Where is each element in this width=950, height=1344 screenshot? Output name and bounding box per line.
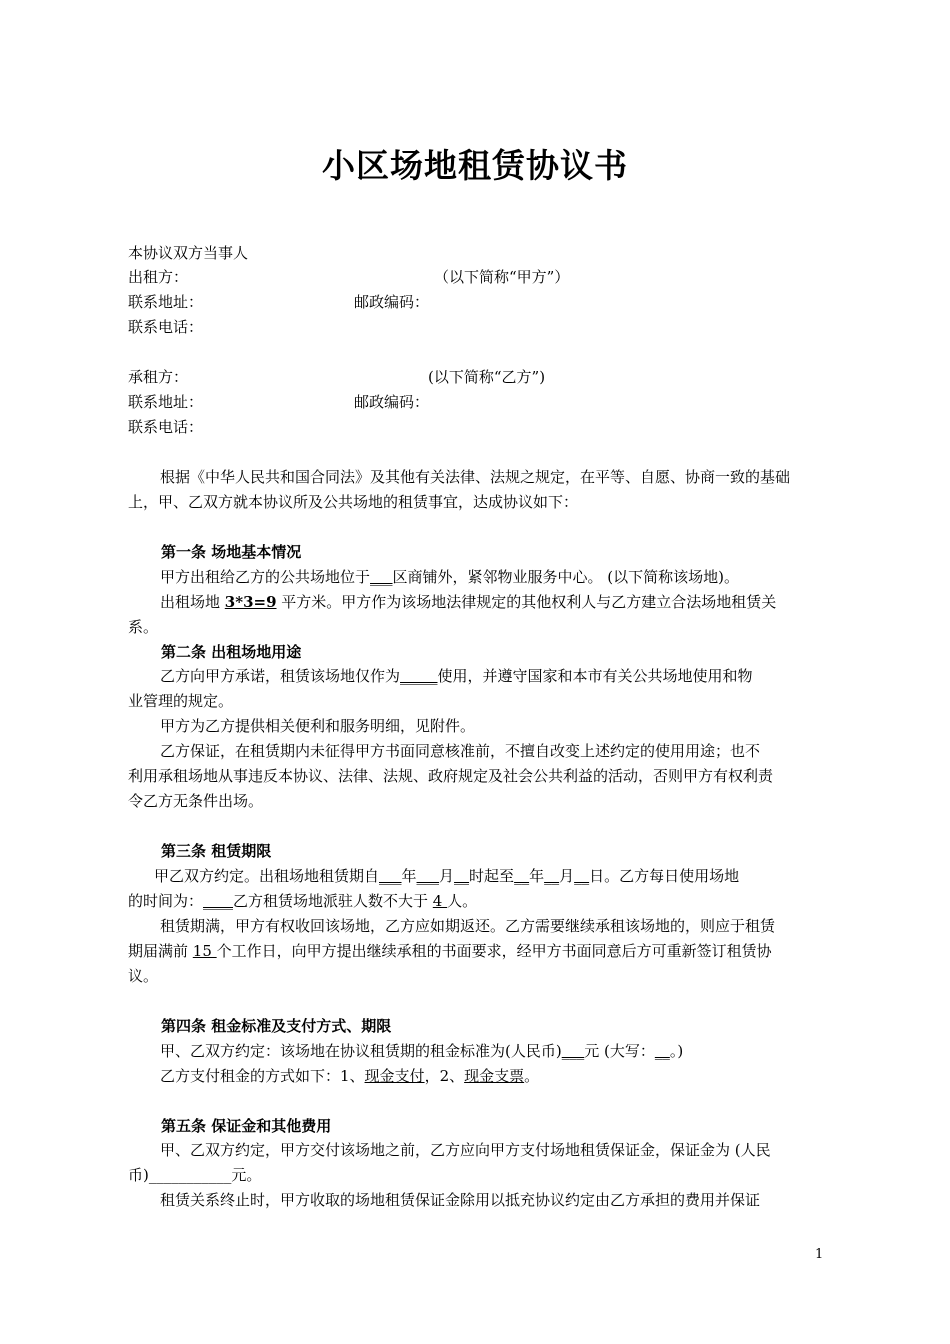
usage-blank: _____	[400, 667, 438, 685]
article-3-paragraph: 的时间为：____乙方租赁场地派驻人数不大于 4 人。	[128, 892, 478, 910]
article-2-heading: 第二条 出租场地用途	[161, 643, 302, 661]
daily-hours-blank: ____	[203, 892, 234, 910]
article-3-paragraph: 租赁期满，甲方有权收回该场地，乙方应如期返还。乙方需要继续承租该场地的，则应于租赁	[160, 917, 776, 935]
article-3-paragraph: 期届满前 15 个工作日，向甲方提出继续承租的书面要求，经甲方书面同意后方可重新签订租赁协	[128, 942, 772, 960]
area-value: 3*3=9	[224, 593, 277, 611]
staff-count: 4	[432, 892, 448, 910]
rent-amount-blank: ___	[561, 1042, 585, 1060]
payment-method-check: 现金支票	[464, 1067, 525, 1085]
article-5-paragraph: 币)___________元。	[128, 1166, 262, 1184]
article-3-paragraph: 议。	[128, 967, 159, 985]
article-5-paragraph: 甲、乙双方约定，甲方交付该场地之前，乙方应向甲方支付场地租赁保证金，保证金为 (人民	[160, 1141, 771, 1159]
article-2-paragraph: 令乙方无条件出场。	[128, 792, 264, 810]
article-3-paragraph: 甲乙双方约定。出租场地租赁期自___年___月__时起至__年__月__日。乙方每日使用场地	[154, 867, 740, 885]
rent-words-blank: __	[654, 1042, 670, 1060]
start-month-blank: ___	[416, 867, 440, 885]
start-year-blank: ___	[379, 867, 402, 885]
preamble-line: 上，甲、乙双方就本协议所及公共场地的租赁事宜，达成协议如下：	[128, 493, 579, 511]
article-2-paragraph: 乙方向甲方承诺，租赁该场地仅作为_____使用，并遵守国家和本市有关公共场地使用和物	[160, 667, 753, 685]
article-5-paragraph: 租赁关系终止时，甲方收取的场地租赁保证金除用以抵充协议约定由乙方承担的费用并保证	[160, 1191, 761, 1209]
lessee-phone-label: 联系电话：	[128, 418, 204, 436]
page-number: 1	[815, 1247, 824, 1262]
article-2-paragraph: 甲方为乙方提供相关便利和服务明细，见附件。	[160, 717, 476, 735]
lessee-address-label: 联系地址：	[128, 393, 204, 411]
article-1-paragraph: 出租场地 3*3=9 平方米。甲方作为该场地法律规定的其他权利人与乙方建立合法场地租赁关	[160, 593, 777, 611]
end-year-blank: __	[514, 867, 530, 885]
end-month-blank: __	[544, 867, 560, 885]
notice-days: 15	[192, 942, 217, 960]
end-day-blank: __	[574, 867, 590, 885]
article-1-paragraph: 甲方出租给乙方的公共场地位于___区商铺外，紧邻物业服务中心。 (以下简称该场地)。	[160, 568, 739, 586]
article-1-heading: 第一条 场地基本情况	[161, 543, 302, 561]
preamble-line: 根据《中华人民共和国合同法》及其他有关法律、法规之规定，在平等、自愿、协商一致的基础	[160, 468, 791, 486]
article-3-heading: 第三条 租赁期限	[161, 842, 272, 860]
article-2-paragraph: 利用承租场地从事违反本协议、法律、法规、政府规定及社会公共利益的活动，否则甲方有权利责	[128, 767, 774, 785]
parties-intro: 本协议双方当事人	[128, 244, 249, 262]
location-blank: ___	[370, 568, 393, 586]
lessee-alias: (以下简称“乙方”)	[428, 368, 546, 386]
payment-method-cash: 现金支付	[364, 1067, 425, 1085]
article-4-heading: 第四条 租金标准及支付方式、期限	[161, 1017, 392, 1035]
lessor-label: 出租方：	[128, 268, 189, 286]
article-5-heading: 第五条 保证金和其他费用	[161, 1117, 332, 1135]
article-4-paragraph: 乙方支付租金的方式如下：1、现金支付，2、现金支票。	[160, 1067, 540, 1085]
article-2-paragraph: 业管理的规定。	[128, 692, 234, 710]
lessor-postcode-label: 邮政编码：	[354, 293, 430, 311]
article-2-paragraph: 乙方保证，在租赁期内未征得甲方书面同意核准前，不擅自改变上述约定的使用用途；也不	[160, 742, 761, 760]
start-time-blank: __	[454, 867, 470, 885]
lessor-phone-label: 联系电话：	[128, 318, 204, 336]
lessee-label: 承租方：	[128, 368, 189, 386]
document-title: 小区场地租赁协议书	[322, 146, 628, 185]
article-1-paragraph: 系。	[128, 618, 159, 636]
lessor-alias: （以下简称“甲方”）	[434, 268, 570, 286]
lessee-postcode-label: 邮政编码：	[354, 393, 430, 411]
article-4-paragraph: 甲、乙双方约定：该场地在协议租赁期的租金标准为(人民币)___元 (大写：__。)	[160, 1042, 684, 1060]
lessor-address-label: 联系地址：	[128, 293, 204, 311]
